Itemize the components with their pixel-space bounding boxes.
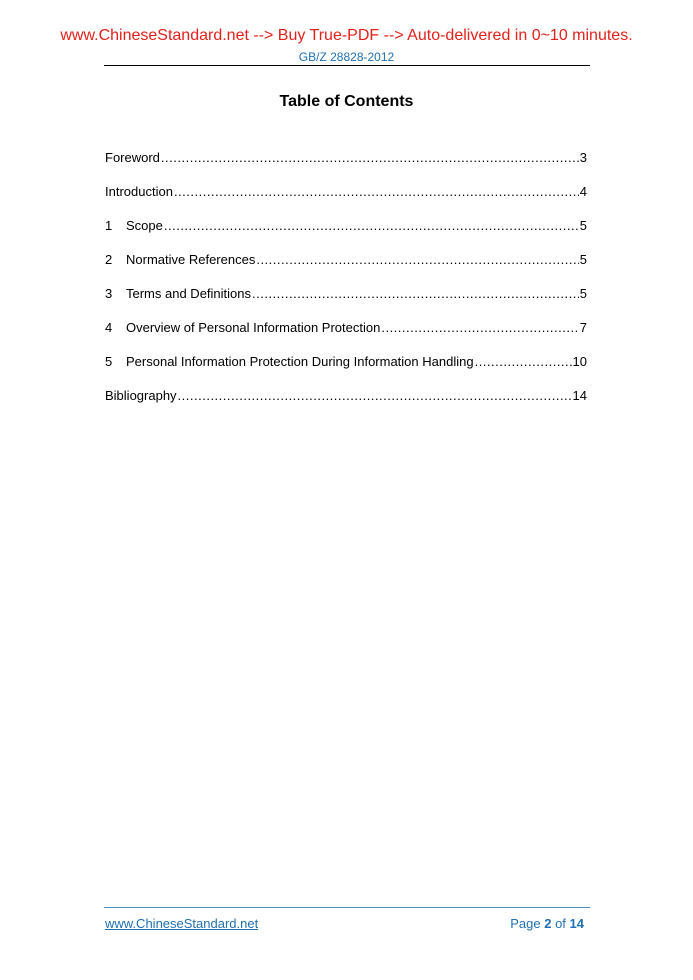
toc-entry-foreword[interactable] (105, 150, 587, 184)
promo-banner: www.ChineseStandard.net --> Buy True-PDF --> Auto-delivered in 0~10 minutes. (60, 27, 633, 44)
toc-leader-dots (178, 388, 572, 403)
toc-entry-page: 14 (572, 388, 587, 403)
toc-entry-page: 5 (579, 286, 587, 301)
toc-leader-dots (161, 150, 579, 165)
toc-entry-label: Terms and Definitions (126, 286, 251, 301)
toc-entry-scope[interactable] (105, 218, 587, 252)
toc-entry-introduction[interactable] (105, 184, 587, 218)
toc-entry-number: 1 (105, 218, 113, 233)
toc-entry-page: 5 (579, 252, 587, 267)
toc-entry-number: 4 (105, 320, 113, 335)
toc-entry-page: 7 (579, 320, 587, 335)
toc-entry-number: 3 (105, 286, 113, 301)
toc-entry-page: 4 (579, 184, 587, 199)
toc-entry-information-handling[interactable] (105, 354, 587, 388)
toc-entry-label: Overview of Personal Information Protection (126, 320, 381, 335)
toc-entry-label: Scope (126, 218, 163, 233)
toc-entry-bibliography[interactable] (105, 388, 587, 422)
footer-website-link[interactable]: www.ChineseStandard.net (105, 916, 259, 931)
page-title: Table of Contents (279, 93, 414, 110)
footer-divider (104, 907, 590, 908)
toc-entry-terms-and-definitions[interactable] (105, 286, 587, 320)
toc-leader-dots (381, 320, 578, 335)
toc-entry-page: 10 (572, 354, 587, 369)
toc-entry-overview[interactable] (105, 320, 587, 354)
page-total: 14 (569, 916, 584, 931)
page-label: Page (510, 916, 541, 931)
toc-entry-label: Bibliography (105, 388, 177, 403)
standard-code: GB/Z 28828-2012 (298, 50, 395, 64)
page-indicator (510, 916, 584, 931)
toc-leader-dots (256, 252, 578, 267)
toc-entry-number: 5 (105, 354, 113, 369)
page-current: 2 (544, 916, 552, 931)
page-of-label: of (555, 916, 566, 931)
toc-list (105, 150, 587, 422)
toc-entry-page: 5 (579, 218, 587, 233)
header-divider (104, 65, 590, 66)
toc-leader-dots (174, 184, 579, 199)
toc-leader-dots (164, 218, 579, 233)
toc-leader-dots (475, 354, 572, 369)
toc-entry-normative-references[interactable] (105, 252, 587, 286)
toc-entry-label: Foreword (105, 150, 160, 165)
toc-entry-page: 3 (579, 150, 587, 165)
toc-leader-dots (252, 286, 579, 301)
toc-entry-label: Normative References (126, 252, 256, 267)
toc-entry-label: Personal Information Protection During Information Handling (126, 354, 474, 369)
toc-entry-number: 2 (105, 252, 113, 267)
toc-entry-label: Introduction (105, 184, 173, 199)
